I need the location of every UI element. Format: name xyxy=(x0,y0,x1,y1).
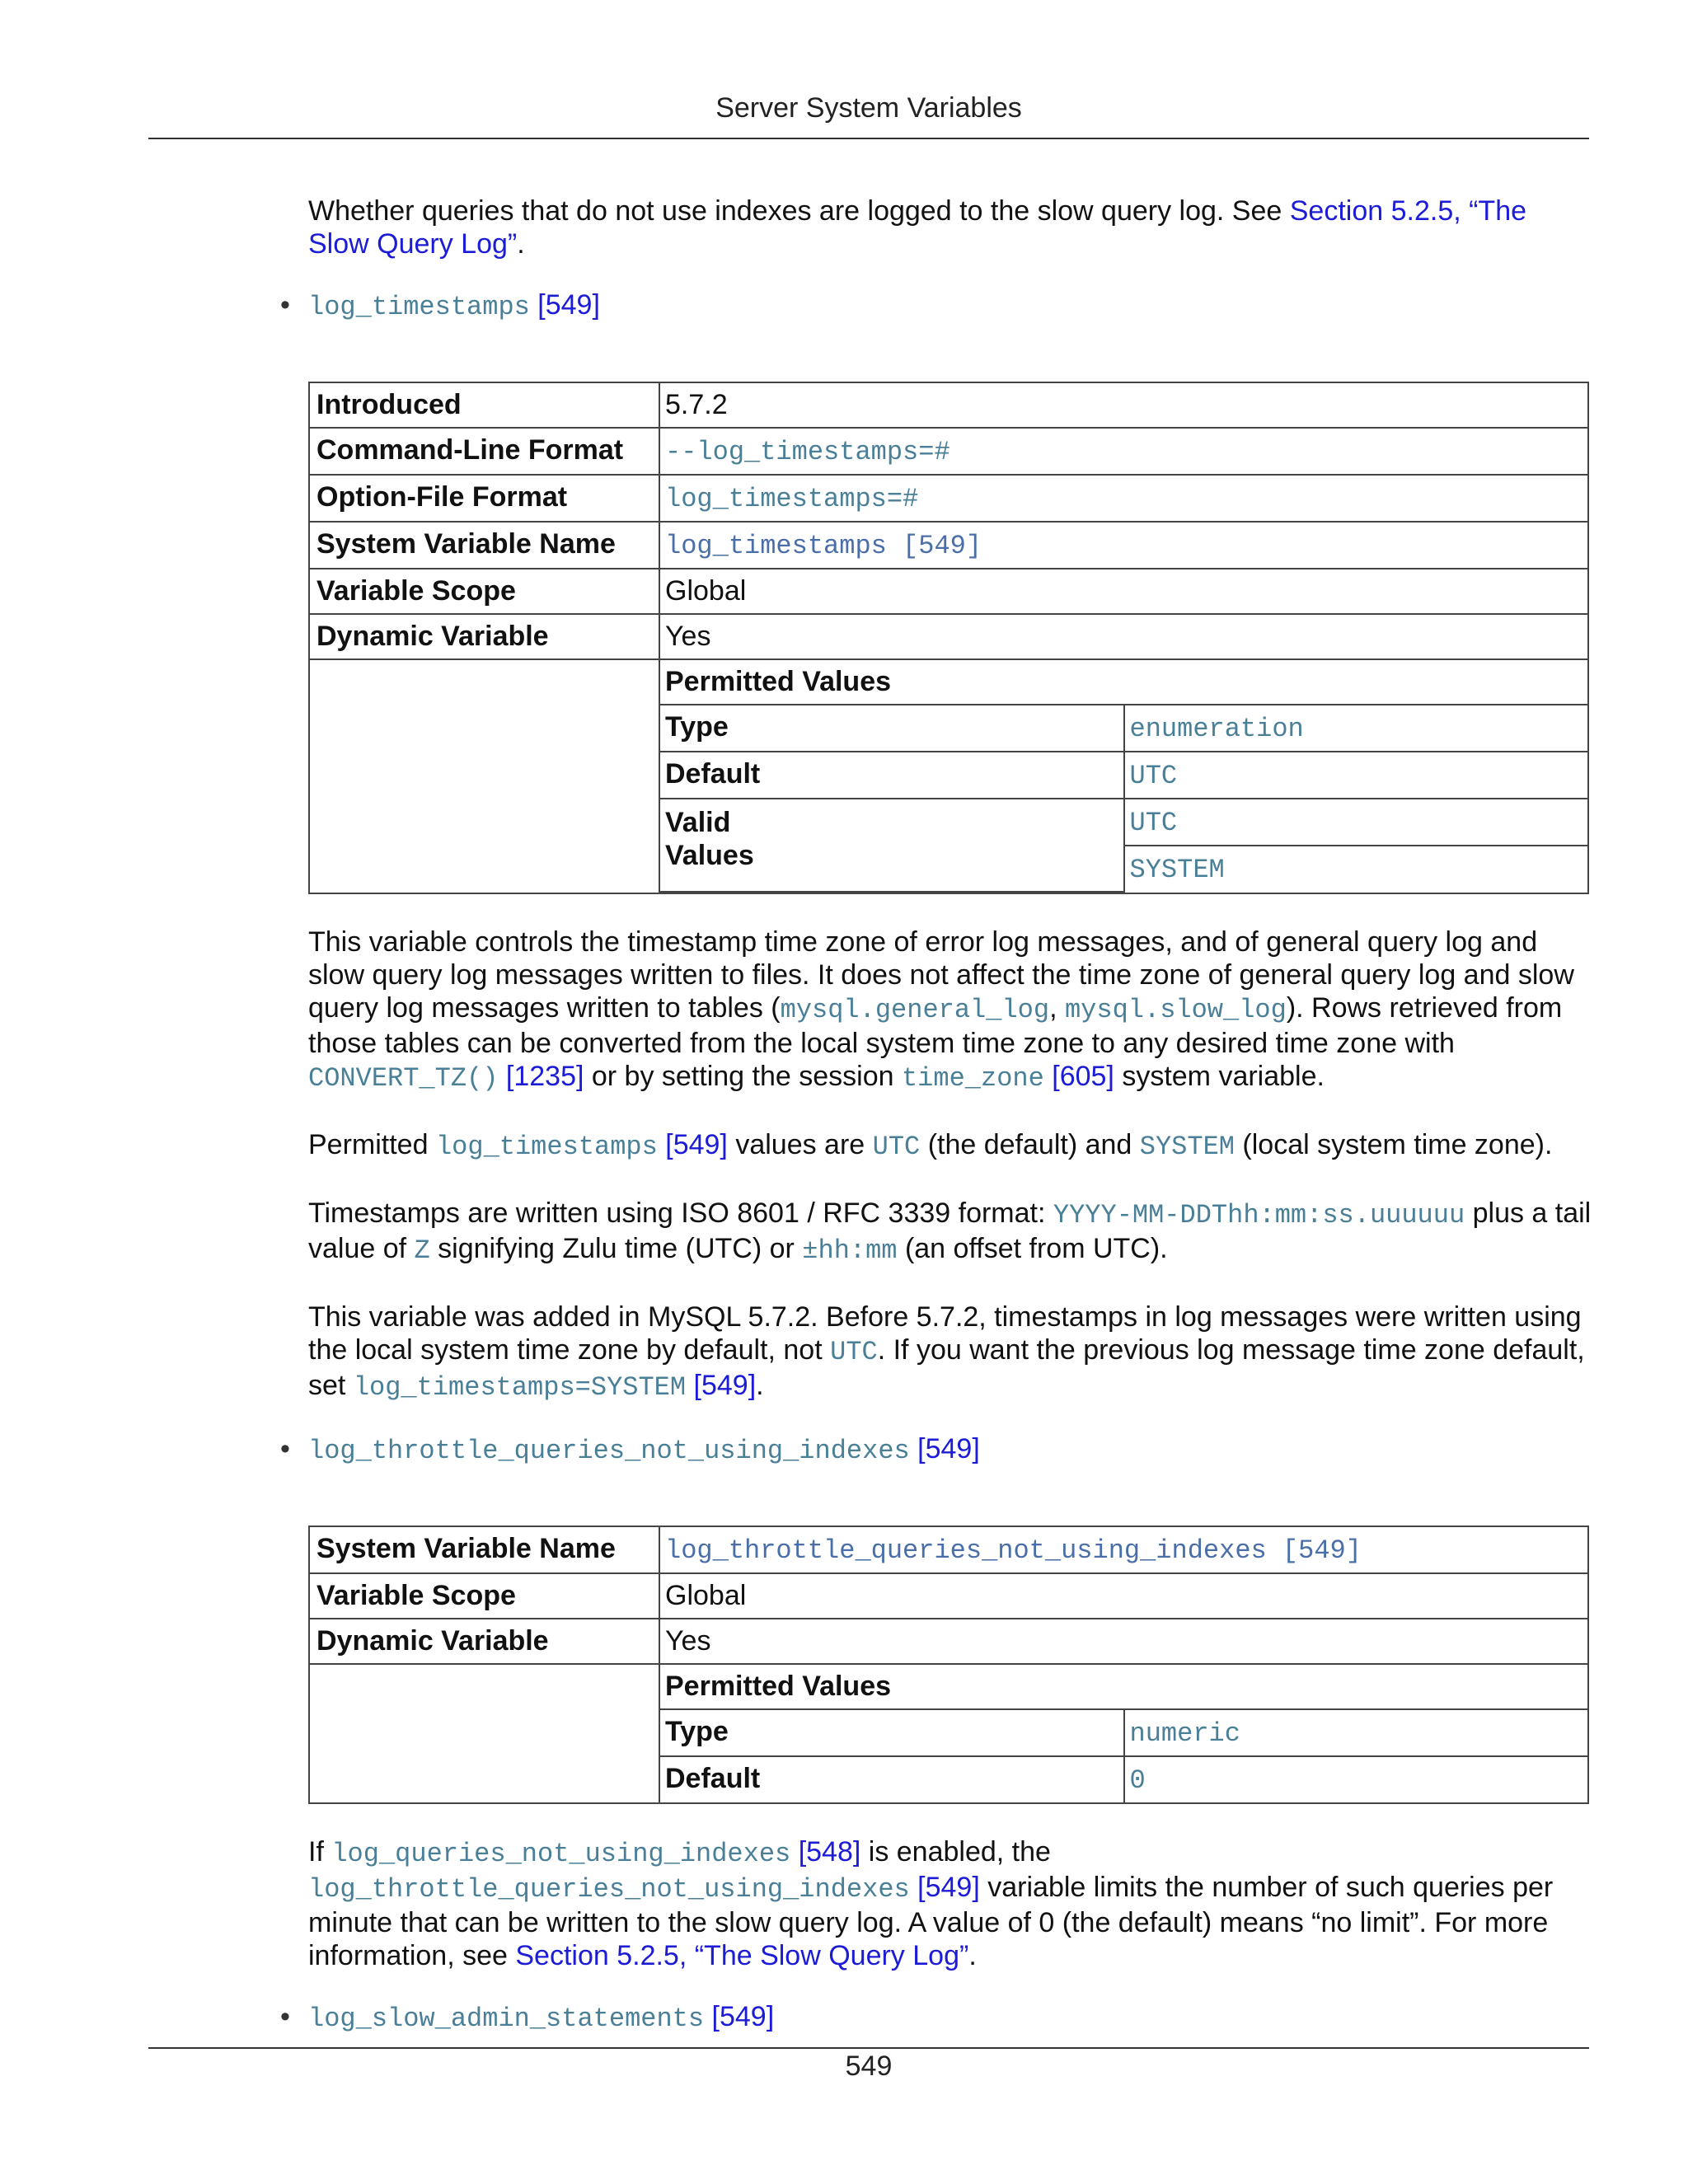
page-header-title: Server System Variables xyxy=(715,92,1022,124)
table-row: Command-Line Format --log_timestamps=# xyxy=(309,428,1588,475)
sysvar-link[interactable]: log_throttle_queries_not_using_indexes [549] xyxy=(665,1535,1362,1566)
permitted-values-cell xyxy=(659,659,1588,893)
general-log-link[interactable]: mysql.general_log xyxy=(780,995,1050,1025)
permitted-values-cell xyxy=(659,1664,1588,1803)
history-paragraph: This variable was added in MySQL 5.7.2. Before 5.7.2, timestamps in log messages were written using the local system time zone by default, not UTC. If you want the previous log message time zone default, set log_timestamps=SYSTEM [549]. xyxy=(308,1301,1585,1403)
log-slow-admin-link[interactable]: log_slow_admin_statements xyxy=(308,2004,705,2034)
log-timestamps-link[interactable]: log_timestamps xyxy=(308,292,530,322)
slow-log-link[interactable]: mysql.slow_log xyxy=(1064,995,1287,1025)
bullet-icon: • xyxy=(280,2001,290,2032)
ref-link[interactable]: [549] xyxy=(917,1433,980,1465)
table-row xyxy=(309,659,1588,893)
table-row xyxy=(309,1664,1588,1803)
table-row: Dynamic Variable Yes xyxy=(309,1619,1588,1664)
ref-link[interactable]: [549] xyxy=(537,289,600,321)
throttle-desc-paragraph: If log_queries_not_using_indexes [548] is enabled, the log_throttle_queries_not_using_indexes [549] variable limits the number of such queries per minute that can be written to the slow query log. A value of 0 (the default) means “no limit”. For more information, see Section 5.2.5, “The Slow Query Log”. xyxy=(308,1836,1554,1971)
bullet-icon: • xyxy=(280,1433,290,1465)
log-throttle-table xyxy=(308,1526,1589,1804)
permitted-values-paragraph: Permitted log_timestamps [549] values are UTC (the default) and SYSTEM (local system time zone). xyxy=(308,1129,1553,1162)
log-throttle-link[interactable]: log_throttle_queries_not_using_indexes xyxy=(308,1436,910,1466)
table-row: Dynamic Variable Yes xyxy=(309,614,1588,659)
sysvar-link[interactable]: log_timestamps [549] xyxy=(665,531,982,561)
bullet-log-throttle xyxy=(280,1432,1594,1468)
bullet-log-slow-admin xyxy=(280,2000,1594,2036)
slow-query-log-link[interactable]: Section 5.2.5, “The Slow Query Log” xyxy=(308,195,1527,260)
timestamps-desc-paragraph: This variable controls the timestamp time zone of error log messages, and of general query log and slow query log messages written to files. It does not affect the time zone of general query log and slow query log messages written to tables (mysql.general_log, mysql.slow_log). Rows retrieved from those tables can be converted from the local system time zone to any desired time zone with CONVERT_TZ() [1235] or by setting the session time_zone [605] system variable. xyxy=(308,926,1574,1094)
bullet-log-timestamps xyxy=(280,288,1594,324)
table-row: Variable Scope Global xyxy=(309,1573,1588,1619)
table-row: Option-File Format log_timestamps=# xyxy=(309,475,1588,522)
footer-rule xyxy=(148,2047,1589,2049)
page-number: 549 xyxy=(845,2050,893,2082)
header-rule xyxy=(148,138,1589,139)
table-row: Introduced 5.7.2 xyxy=(309,382,1588,428)
time-zone-link[interactable]: time_zone xyxy=(901,1063,1044,1094)
format-paragraph: Timestamps are written using ISO 8601 / RFC 3339 format: YYYY-MM-DDThh:mm:ss.uuuuuu plus a tail value of Z signifying Zulu time (UTC) or ±hh:mm (an offset from UTC). xyxy=(308,1197,1592,1266)
bullet-icon: • xyxy=(280,289,290,321)
ref-link[interactable]: [549] xyxy=(711,2001,775,2032)
intro-paragraph: Whether queries that do not use indexes are logged to the slow query log. See Section 5.2.5, “The Slow Query Log”. xyxy=(308,195,1527,260)
permitted-values-table: Permitted Values Type enumeration Default UTC Valid Values UTC SYSTEM xyxy=(660,660,1587,893)
page-content xyxy=(280,194,1594,2036)
table-row: System Variable Name log_timestamps [549] xyxy=(309,522,1588,569)
table-row: System Variable Name log_throttle_queries_not_using_indexes [549] xyxy=(309,1526,1588,1573)
table-row: Variable Scope Global xyxy=(309,569,1588,614)
slow-query-log-link[interactable]: Section 5.2.5, “The Slow Query Log” xyxy=(515,1940,969,1971)
log-timestamps-table xyxy=(308,382,1589,894)
convert-tz-link[interactable]: CONVERT_TZ() xyxy=(308,1063,499,1094)
permitted-values-table: Permitted Values Type numeric Default 0 xyxy=(660,1665,1587,1802)
